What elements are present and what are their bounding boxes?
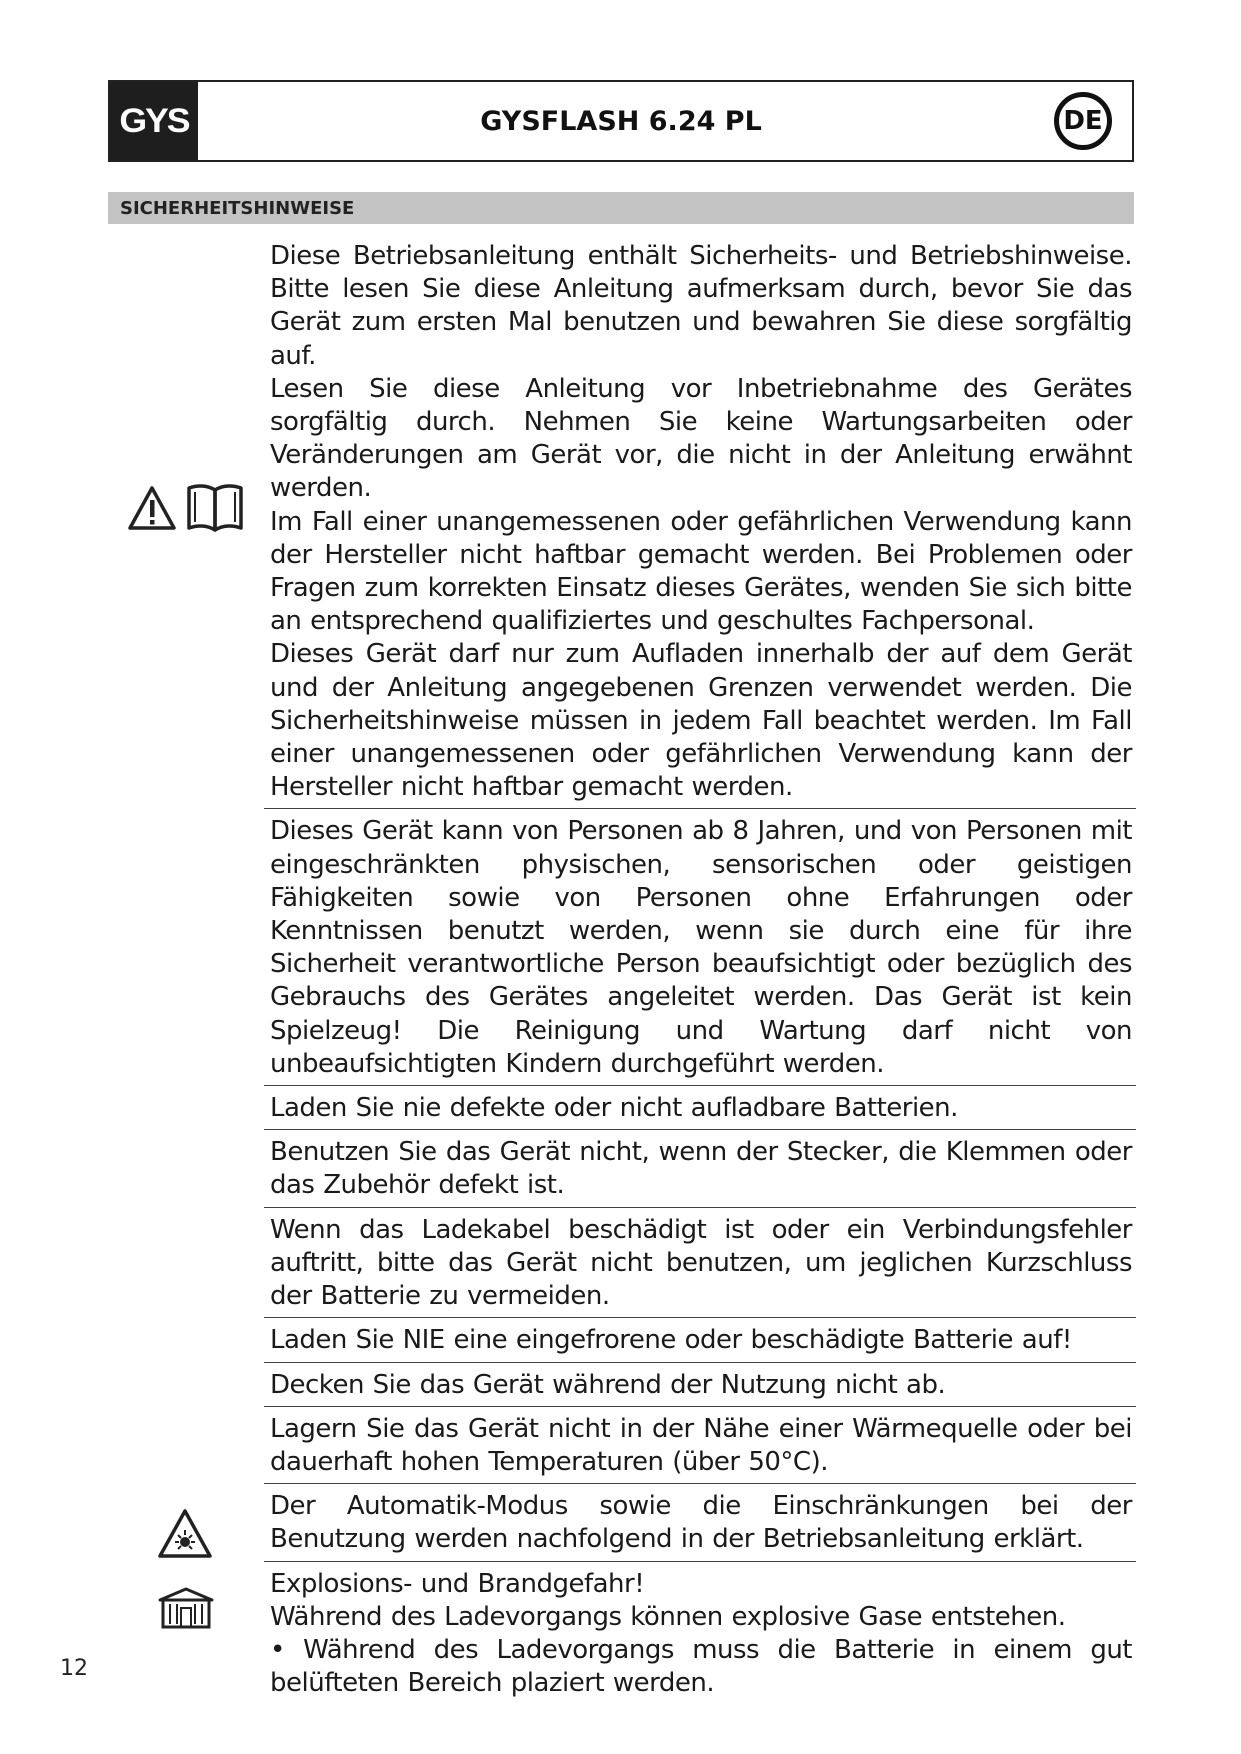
paragraph: Explosions- und Brandgefahr!	[270, 1568, 645, 1599]
document-header	[108, 80, 1134, 162]
instruction-block-heat-source	[264, 1407, 1136, 1484]
instruction-block-frozen-battery	[264, 1318, 1136, 1362]
warning-triangle-icon	[127, 485, 177, 531]
section-heading	[108, 192, 1134, 224]
manual-book-icon	[185, 482, 245, 534]
paragraph: Laden Sie NIE eine eingefrorene oder beschädigte Batterie auf!	[270, 1325, 1072, 1356]
paragraph: Diese Betriebsanleitung enthält Sicherheits- und Betriebshinweise. Bitte lesen Sie diese Anleitung aufmerksam durch, bevor Sie das Gerät zum ersten Mal benutzen und bewahren Sie diese sorgfältig auf.	[270, 241, 1132, 371]
paragraph: Lagern Sie das Gerät nicht in der Nähe einer Wärmequelle oder bei dauerhaft hohen Temperaturen (über 50°C).	[270, 1413, 1132, 1477]
instruction-block-defective-batteries	[264, 1086, 1136, 1130]
ventilation-icon-group	[157, 1586, 215, 1630]
paragraph: Lesen Sie diese Anleitung vor Inbetriebnahme des Gerätes sorgfältig durch. Nehmen Sie keine Wartungsarbeiten oder Veränderungen am Gerät vor, die nicht in der Anleitung erwähnt werden.	[270, 373, 1132, 504]
paragraph: Der Automatik-Modus sowie die Einschränkungen bei der Benutzung werden nachfolgend in der Betriebsanleitung erklärt.	[270, 1491, 1132, 1555]
paragraph: Dieses Gerät darf nur zum Aufladen innerhalb der auf dem Gerät und der Anleitung angegebenen Grenzen verwendet werden. Die Sicherheitshinweise müssen in jedem Fall beachtet werden. Im Fall einer unangemessenen oder gefährlichen Verwendung kann der Hersteller nicht haftbar gemacht werden.	[270, 639, 1132, 803]
explosion-icon-group	[157, 1508, 213, 1560]
paragraph: • Während des Ladevorgangs muss die Batterie in einem gut belüfteten Bereich plaziert werden.	[270, 1634, 1132, 1699]
section-title: SICHERHEITSHINWEISE	[120, 197, 355, 219]
paragraph: Dieses Gerät kann von Personen ab 8 Jahren, und von Personen mit eingeschränkten physischen, sensorischen oder geistigen Fähigkeiten sowie von Personen ohne Erfahrungen oder Kenntnissen benutzt werden, wenn sie durch eine für ihre Sicherheit verantwortliche Person beaufsichtigt oder bezüglich des Gebrauchs des Gerätes angeleitet werden. Das Gerät ist kein Spielzeug! Die Reinigung und Wartung darf nicht von unbeaufsichtigten Kindern durchgeführt werden.	[270, 816, 1132, 1079]
instruction-block-cable-damage	[264, 1208, 1136, 1319]
paragraph: Decken Sie das Gerät während der Nutzung nicht ab.	[270, 1369, 946, 1400]
paragraph: Während des Ladevorgangs können explosive Gase entstehen.	[270, 1601, 1066, 1632]
instruction-block-do-not-cover	[264, 1363, 1136, 1407]
paragraph: Benutzen Sie das Gerät nicht, wenn der Stecker, die Klemmen oder das Zubehör defekt ist.	[270, 1137, 1132, 1201]
paragraph: Wenn das Ladekabel beschädigt ist oder ein Verbindungsfehler auftritt, bitte das Gerät nicht benutzen, um jeglichen Kurzschluss der Batterie zu vermeiden.	[270, 1214, 1132, 1312]
instruction-block-children	[264, 809, 1136, 1086]
language-badge: DE	[1054, 92, 1112, 150]
instruction-block-general	[264, 234, 1136, 809]
safety-instructions	[264, 234, 1136, 1704]
paragraph: Laden Sie nie defekte oder nicht aufladbare Batterien.	[270, 1093, 958, 1124]
explosion-warning-icon	[157, 1508, 213, 1560]
page-number: 12	[60, 1656, 88, 1681]
gys-logo	[110, 82, 198, 160]
instruction-block-defective-accessories	[264, 1130, 1136, 1207]
instruction-block-automatic-mode	[264, 1484, 1136, 1561]
document-title: GYSFLASH 6.24 PL	[480, 105, 762, 137]
instruction-block-explosion	[264, 1562, 1136, 1705]
paragraph: Im Fall einer unangemessenen oder gefährlichen Verwendung kann der Hersteller nicht haftbar gemacht werden. Bei Problemen oder Fragen zum korrekten Einsatz dieses Gerätes, wenden Sie sich bitte an entsprechend qualifiziertes und geschultes Fachpersonal.	[270, 506, 1132, 637]
logo-text: GYS	[119, 101, 189, 140]
safety-icons	[127, 482, 245, 534]
ventilated-area-icon	[157, 1586, 215, 1630]
